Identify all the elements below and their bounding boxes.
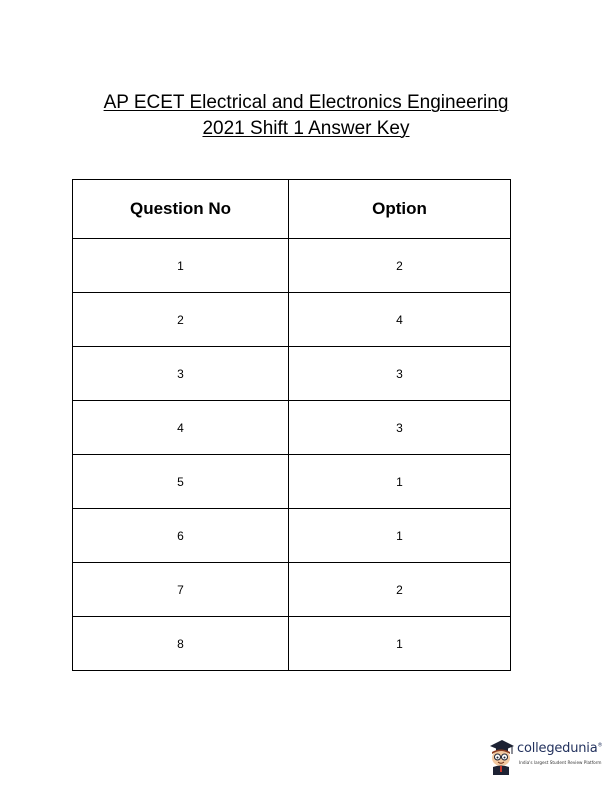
option-cell: 2: [289, 563, 511, 617]
question-number-cell: 7: [73, 563, 289, 617]
table-header-row: [73, 180, 511, 239]
table-row: [73, 401, 511, 455]
option-cell: 1: [289, 455, 511, 509]
answer-key-table: [72, 179, 511, 671]
option-cell: 1: [289, 617, 511, 671]
question-number-cell: 5: [73, 455, 289, 509]
title-line-1: AP ECET Electrical and Electronics Engineering: [103, 92, 509, 113]
document-title: [0, 90, 612, 142]
header-option: Option: [289, 180, 511, 239]
option-cell: 3: [289, 401, 511, 455]
question-number-cell: 8: [73, 617, 289, 671]
table-row: [73, 509, 511, 563]
option-cell: 3: [289, 347, 511, 401]
header-question-no: Question No: [73, 180, 289, 239]
question-number-cell: 3: [73, 347, 289, 401]
option-cell: 1: [289, 509, 511, 563]
logo-brand-text: collegedunia®: [517, 741, 603, 756]
table-row: [73, 617, 511, 671]
table-row: [73, 455, 511, 509]
title-line-2: 2021 Shift 1 Answer Key: [202, 118, 410, 139]
option-cell: 2: [289, 239, 511, 293]
question-number-cell: 1: [73, 239, 289, 293]
table-row: [73, 239, 511, 293]
logo-tagline: India's largest Student Review Platform: [519, 760, 602, 765]
question-number-cell: 4: [73, 401, 289, 455]
question-number-cell: 6: [73, 509, 289, 563]
option-cell: 4: [289, 293, 511, 347]
collegedunia-logo: [487, 737, 605, 779]
mascot-icon: [487, 737, 515, 777]
question-number-cell: 2: [73, 293, 289, 347]
table-row: [73, 347, 511, 401]
table-row: [73, 293, 511, 347]
table-row: [73, 563, 511, 617]
